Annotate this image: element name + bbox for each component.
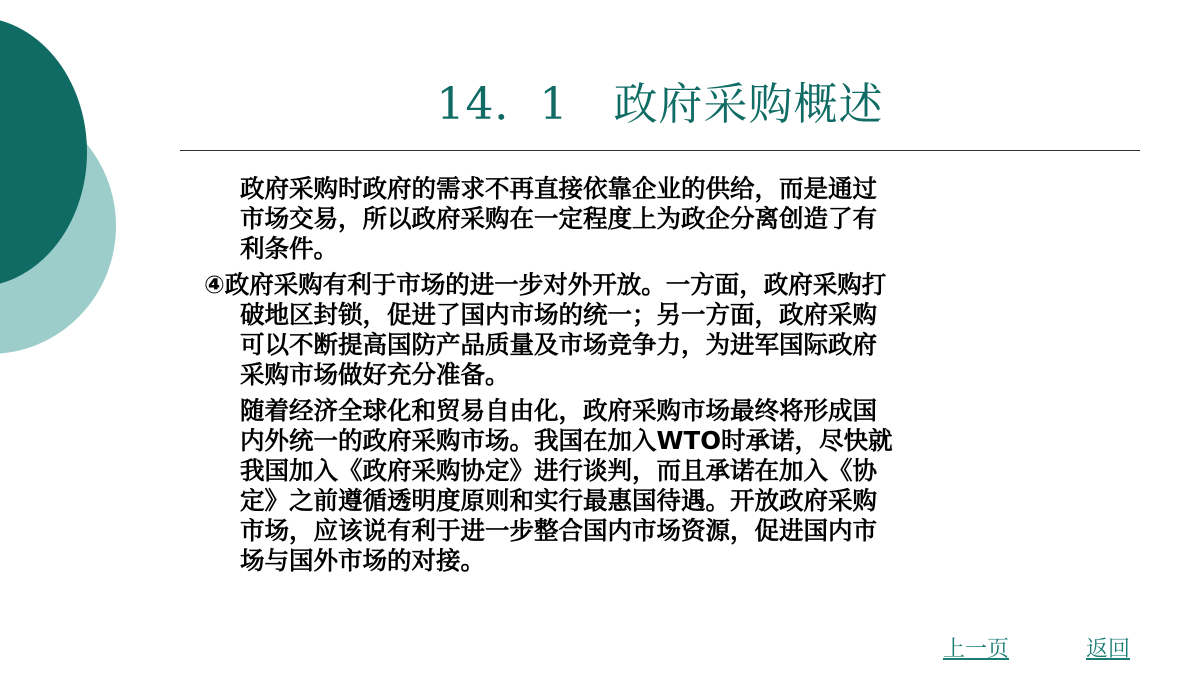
- back-link[interactable]: 返回: [1086, 637, 1131, 662]
- page-title: 14．1 政府采购概述: [436, 79, 884, 130]
- title-divider: [180, 150, 1140, 151]
- prev-page-link[interactable]: 上一页: [943, 637, 1010, 662]
- decorative-circles: [0, 0, 130, 360]
- paragraph-1-text: 政府采购时政府的需求不再直接依靠企业的供给，而是通过 市场交易，所以政府采购在一定程度上为政企分离创造了有 利条件。: [240, 174, 877, 263]
- paragraph-2-marker: ④: [204, 270, 225, 299]
- paragraph-3: [190, 396, 1130, 576]
- paragraph-2: [190, 270, 1130, 390]
- paragraph-2-text: 政府采购有利于市场的进一步对外开放。一方面，政府采购打 破地区封锁，促进了国内市场的统一；另一方面，政府采购 可以不断提高国防产品质量及市场竞争力，为进军国际政府 采购市场做好充分准备。: [224, 270, 887, 389]
- paragraph-1: [190, 174, 1130, 264]
- paragraph-3-text: 随着经济全球化和贸易自由化，政府采购市场最终将形成国 内外统一的政府采购市场。我国在加入WTO时承诺，尽快就 我国加入《政府采购协定》进行谈判，而且承诺在加入《协 定》之前遵循透明度原则和实行最惠国待遇。开放政府采购 市场，应该说有利于进一步整合国内市场资源，促进国内市 场与国外市场的对接。: [240, 396, 893, 575]
- content-body: [190, 174, 1130, 576]
